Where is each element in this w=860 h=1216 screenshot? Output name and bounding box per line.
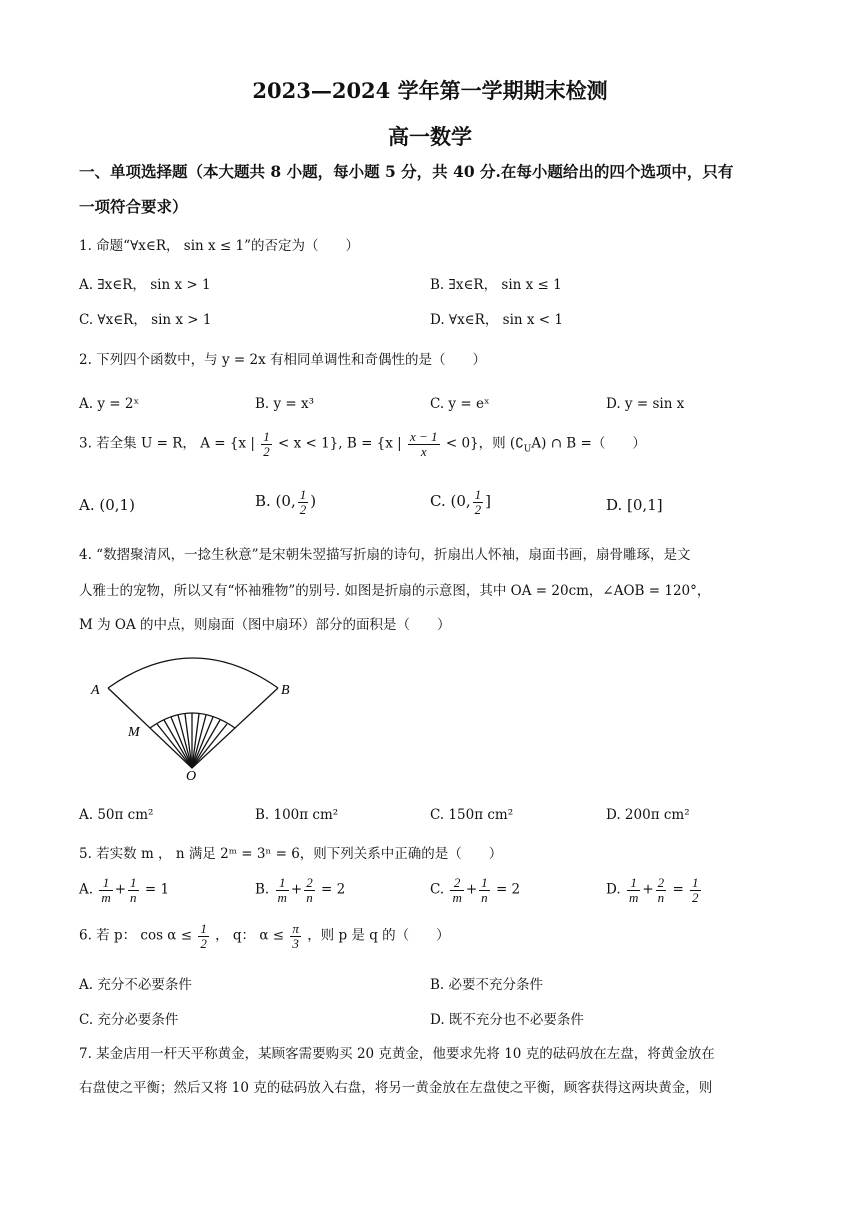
q3-half-num: 1 xyxy=(263,429,270,444)
q5-option-d-label: D. xyxy=(606,881,621,898)
q5-option-c-label: C. xyxy=(430,881,445,898)
folding-fan-figure xyxy=(85,648,300,783)
q3-option-b-fraction xyxy=(298,488,309,516)
q4-line3: M 为 OA 的中点，则扇面（图中扇环）部分的面积是（ ） xyxy=(79,617,451,633)
q4-option-a: A. 50π cm² xyxy=(79,807,154,823)
q6-q-den: 3 xyxy=(290,936,301,951)
q5-b-frac1 xyxy=(276,876,289,904)
q1-option-d: D. ∀x∈R， sin x < 1 xyxy=(430,312,563,328)
q5-c-op: + xyxy=(465,881,478,898)
q5-a-op: + xyxy=(114,881,127,898)
q3-option-c-den: 2 xyxy=(474,501,482,517)
q5-a-frac1 xyxy=(99,876,112,904)
q5-stem: 5. 若实数 m ， n 满足 2ᵐ = 3ⁿ = 6，则下列关系中正确的是（ ） xyxy=(79,846,503,862)
q6-suffix: ，则 p 是 q 的（ ） xyxy=(307,927,450,944)
q6-option-a: A. 充分不必要条件 xyxy=(79,977,192,993)
q1-option-b: B. ∃x∈R， sin x ≤ 1 xyxy=(430,277,562,293)
fan-outer-arc xyxy=(108,658,278,688)
q6-stem xyxy=(79,922,450,950)
q5-b-n2: 2 xyxy=(306,875,313,890)
q5-option-a-label: A. xyxy=(79,881,94,898)
q5-b-d1: m xyxy=(277,889,287,905)
q1-option-a: A. ∃x∈R， sin x > 1 xyxy=(79,277,211,293)
q3-option-c-num: 1 xyxy=(474,487,482,502)
q3-option-b xyxy=(255,488,316,516)
q5-c-n1: 2 xyxy=(453,875,461,890)
q7-line2: 右盘使之平衡；然后又将 10 克的砝码放入右盘，将另一黄金放在左盘使之平衡，顾客获得这两块黄金，则 xyxy=(79,1080,713,1096)
q3-half-den: 2 xyxy=(263,443,270,459)
q3-stem-suffix: A) ∩ B =（ ） xyxy=(531,435,646,452)
q4-line2: 人雅士的宠物，所以又有“怀袖雅物”的别号. 如图是折扇的示意图，其中 OA = 20cm，∠AOB = 120°， xyxy=(79,583,711,599)
q5-c-frac1 xyxy=(450,876,463,904)
q5-a-rhs: = 1 xyxy=(144,881,170,898)
q3-stem-prefix: 3. 若全集 U = R， A = {x | xyxy=(79,435,255,452)
q3-option-b-suffix: ) xyxy=(310,492,317,511)
q5-b-op: + xyxy=(290,881,303,898)
q3-option-b-num: 1 xyxy=(299,487,307,502)
q3-option-b-prefix: B. (0, xyxy=(255,492,296,511)
fan-rib xyxy=(192,720,220,768)
q5-a-d1: m xyxy=(101,889,111,905)
q2-option-d: D. y = sin x xyxy=(606,396,685,412)
fan-label-m: M xyxy=(128,725,140,740)
q4-line1: 4. “数摺聚清风，一捻生秋意”是宋朝朱翌描写折扇的诗句，折扇出人怀袖，扇面书画，扇骨雕琢，是文 xyxy=(79,547,691,563)
q4-option-b: B. 100π cm² xyxy=(255,807,339,823)
q5-d-d1: m xyxy=(628,889,639,905)
q5-d-rhs-den: 2 xyxy=(692,889,699,905)
q5-a-d2: n xyxy=(130,889,137,905)
q1-option-c: C. ∀x∈R， sin x > 1 xyxy=(79,312,212,328)
fan-label-a: A xyxy=(91,683,100,698)
q2-option-b: B. y = x³ xyxy=(255,396,315,412)
exam-title: 2023—2024 学年第一学期期末检测 xyxy=(252,78,608,103)
q4-option-d: D. 200π cm² xyxy=(606,807,690,823)
q3-complement-sub: U xyxy=(523,444,532,455)
q4-option-c: C. 150π cm² xyxy=(430,807,514,823)
q2-option-c: C. y = eˣ xyxy=(430,396,490,412)
q3-option-c-fraction xyxy=(473,488,484,516)
q5-d-d2: n xyxy=(657,889,665,905)
q3-option-d: D. [0,1] xyxy=(606,496,663,514)
exam-subtitle: 高一数学 xyxy=(388,124,472,149)
q5-d-n2: 2 xyxy=(657,875,665,890)
fan-label-b: B xyxy=(281,683,290,698)
q5-d-op: + xyxy=(642,881,654,898)
q6-option-b: B. 必要不充分条件 xyxy=(430,977,544,993)
q3-stem-mid2: < 0}，则 (∁ xyxy=(445,435,524,452)
q3-option-b-den: 2 xyxy=(299,501,307,517)
q5-d-rhs-num: 1 xyxy=(692,875,699,890)
section-heading-line2: 一项符合要求） xyxy=(79,197,188,216)
q5-d-n1: 1 xyxy=(630,875,637,890)
q6-option-d: D. 既不充分也不必要条件 xyxy=(430,1012,584,1028)
q5-a-n2: 1 xyxy=(130,875,137,890)
q5-option-c xyxy=(430,876,520,904)
q3-option-c xyxy=(430,488,491,516)
q6-p-num: 1 xyxy=(200,921,207,936)
q6-q-prefix: ， q： α ≤ xyxy=(215,927,285,944)
section-heading-line1: 一、单项选择题（本大题共 8 小题，每小题 5 分，共 40 分.在每小题给出的四个选项中，只有 xyxy=(79,162,734,181)
q5-b-frac2 xyxy=(304,876,315,904)
q2-option-a: A. y = 2ˣ xyxy=(79,396,140,412)
q6-p-fraction xyxy=(198,922,209,950)
q5-c-rhs: = 2 xyxy=(495,881,521,898)
q2-stem: 2. 下列四个函数中，与 y = 2x 有相同单调性和奇偶性的是（ ） xyxy=(79,352,486,368)
q5-a-n1: 1 xyxy=(102,875,110,890)
q5-option-b-label: B. xyxy=(255,881,270,898)
q5-option-b xyxy=(255,876,345,904)
q5-a-frac2 xyxy=(128,876,139,904)
q6-option-c: C. 充分必要条件 xyxy=(79,1012,179,1028)
q5-d-frac1 xyxy=(627,876,640,904)
q5-b-n1: 1 xyxy=(278,875,286,890)
q3-half-fraction xyxy=(261,430,272,458)
q5-c-d1: m xyxy=(452,889,462,905)
q5-c-d2: n xyxy=(481,889,488,905)
q3-frac-num: x − 1 xyxy=(410,429,438,444)
fan-label-o: O xyxy=(186,769,197,783)
q5-option-a xyxy=(79,876,169,904)
q3-option-c-suffix: ] xyxy=(485,492,492,511)
q5-option-d xyxy=(606,876,703,904)
q5-d-eq: = xyxy=(672,881,684,898)
q3-option-a: A. (0,1) xyxy=(79,496,135,514)
q3-option-c-prefix: C. (0, xyxy=(430,492,471,511)
q5-c-n2: 1 xyxy=(481,875,488,890)
q3-frac-den: x xyxy=(408,444,440,459)
q5-b-d2: n xyxy=(306,889,313,905)
q5-c-frac2 xyxy=(479,876,490,904)
q3-stem xyxy=(79,430,646,458)
q6-q-fraction xyxy=(290,922,301,950)
q5-d-rhs-frac xyxy=(690,876,701,904)
q6-p-den: 2 xyxy=(200,935,207,951)
q6-p-prefix: 6. 若 p： cos α ≤ xyxy=(79,927,193,944)
q5-b-rhs: = 2 xyxy=(321,881,346,898)
q6-q-num: π xyxy=(292,921,299,936)
q1-stem: 1. 命题“∀x∈R， sin x ≤ 1”的否定为（ ） xyxy=(79,238,360,254)
q5-d-frac2 xyxy=(656,876,667,904)
q3-stem-mid1: < x < 1}, B = {x | xyxy=(277,435,402,452)
q7-line1: 7. 某金店用一杆天平称黄金，某顾客需要购买 20 克黄金，他要求先将 10 克的砝码放在左盘，将黄金放在 xyxy=(79,1046,715,1062)
fan-rib xyxy=(164,720,192,768)
q3-set-fraction xyxy=(408,430,440,458)
